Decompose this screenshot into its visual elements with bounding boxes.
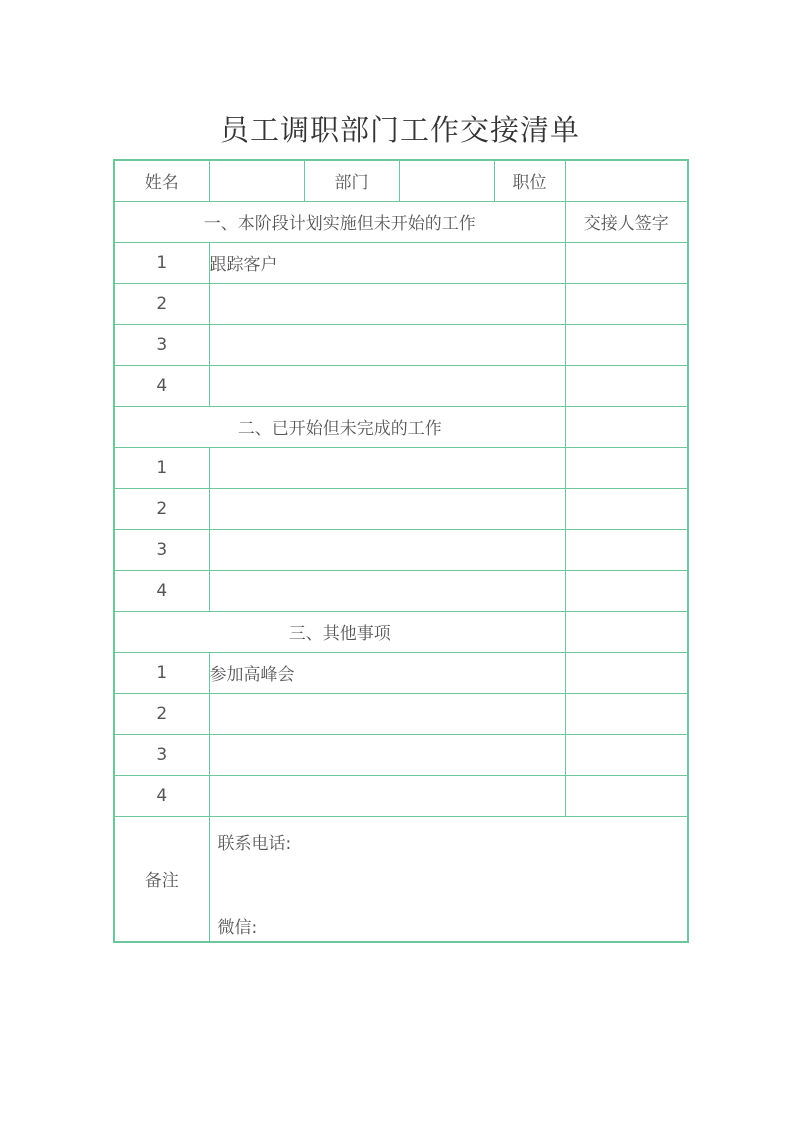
position-field[interactable] (565, 160, 688, 201)
remarks-row (114, 816, 688, 942)
table-row (114, 529, 688, 570)
signature-field[interactable] (565, 734, 688, 775)
table-row (114, 242, 688, 283)
work-item-field[interactable] (209, 283, 565, 324)
row-number: 3 (114, 734, 209, 775)
row-number: 1 (114, 652, 209, 693)
row-number: 4 (114, 775, 209, 816)
signature-field[interactable] (565, 652, 688, 693)
signature-label: 交接人签字 (565, 201, 688, 242)
name-label: 姓名 (114, 160, 209, 201)
work-item-field[interactable]: 参加高峰会 (209, 652, 565, 693)
dept-field[interactable] (399, 160, 494, 201)
table-row (114, 447, 688, 488)
table-row (114, 693, 688, 734)
row-number: 4 (114, 365, 209, 406)
table-row (114, 283, 688, 324)
signature-field[interactable] (565, 242, 688, 283)
signature-field[interactable] (565, 324, 688, 365)
signature-field[interactable] (565, 611, 688, 652)
row-number: 2 (114, 488, 209, 529)
signature-field[interactable] (565, 488, 688, 529)
phone-label: 联系电话: (217, 833, 292, 854)
row-number: 1 (114, 242, 209, 283)
section-heading: 一、本阶段计划实施但未开始的工作 (114, 201, 565, 242)
signature-field[interactable] (565, 570, 688, 611)
section-heading: 二、已开始但未完成的工作 (114, 406, 565, 447)
table-row (114, 775, 688, 816)
row-number: 3 (114, 324, 209, 365)
row-number: 4 (114, 570, 209, 611)
work-item-field[interactable] (209, 529, 565, 570)
table-row (114, 324, 688, 365)
work-item-field[interactable] (209, 365, 565, 406)
work-item-field[interactable] (209, 324, 565, 365)
position-label: 职位 (494, 160, 565, 201)
work-item-field[interactable] (209, 570, 565, 611)
signature-field[interactable] (565, 365, 688, 406)
row-number: 2 (114, 693, 209, 734)
work-item-field[interactable] (209, 447, 565, 488)
section-heading-row (114, 611, 688, 652)
row-number: 2 (114, 283, 209, 324)
row-number: 1 (114, 447, 209, 488)
section-heading-row (114, 406, 688, 447)
dept-label: 部门 (304, 160, 399, 201)
remarks-field[interactable] (209, 816, 688, 942)
work-item-field[interactable] (209, 693, 565, 734)
signature-field[interactable] (565, 283, 688, 324)
handover-form-table (113, 159, 689, 943)
name-field[interactable] (209, 160, 304, 201)
signature-field[interactable] (565, 447, 688, 488)
signature-field[interactable] (565, 406, 688, 447)
work-item-field[interactable]: 跟踪客户 (209, 242, 565, 283)
section-heading-row (114, 201, 688, 242)
row-number: 3 (114, 529, 209, 570)
signature-field[interactable] (565, 775, 688, 816)
table-row (114, 652, 688, 693)
table-row (114, 570, 688, 611)
signature-field[interactable] (565, 529, 688, 570)
signature-field[interactable] (565, 693, 688, 734)
header-row (114, 160, 688, 201)
work-item-field[interactable] (209, 488, 565, 529)
work-item-field[interactable] (209, 775, 565, 816)
wechat-label: 微信: (217, 917, 258, 938)
work-item-field[interactable] (209, 734, 565, 775)
table-row (114, 365, 688, 406)
section-heading: 三、其他事项 (114, 611, 565, 652)
table-row (114, 488, 688, 529)
remarks-label: 备注 (114, 816, 209, 942)
page-title: 员工调职部门工作交接清单 (219, 113, 580, 147)
table-row (114, 734, 688, 775)
